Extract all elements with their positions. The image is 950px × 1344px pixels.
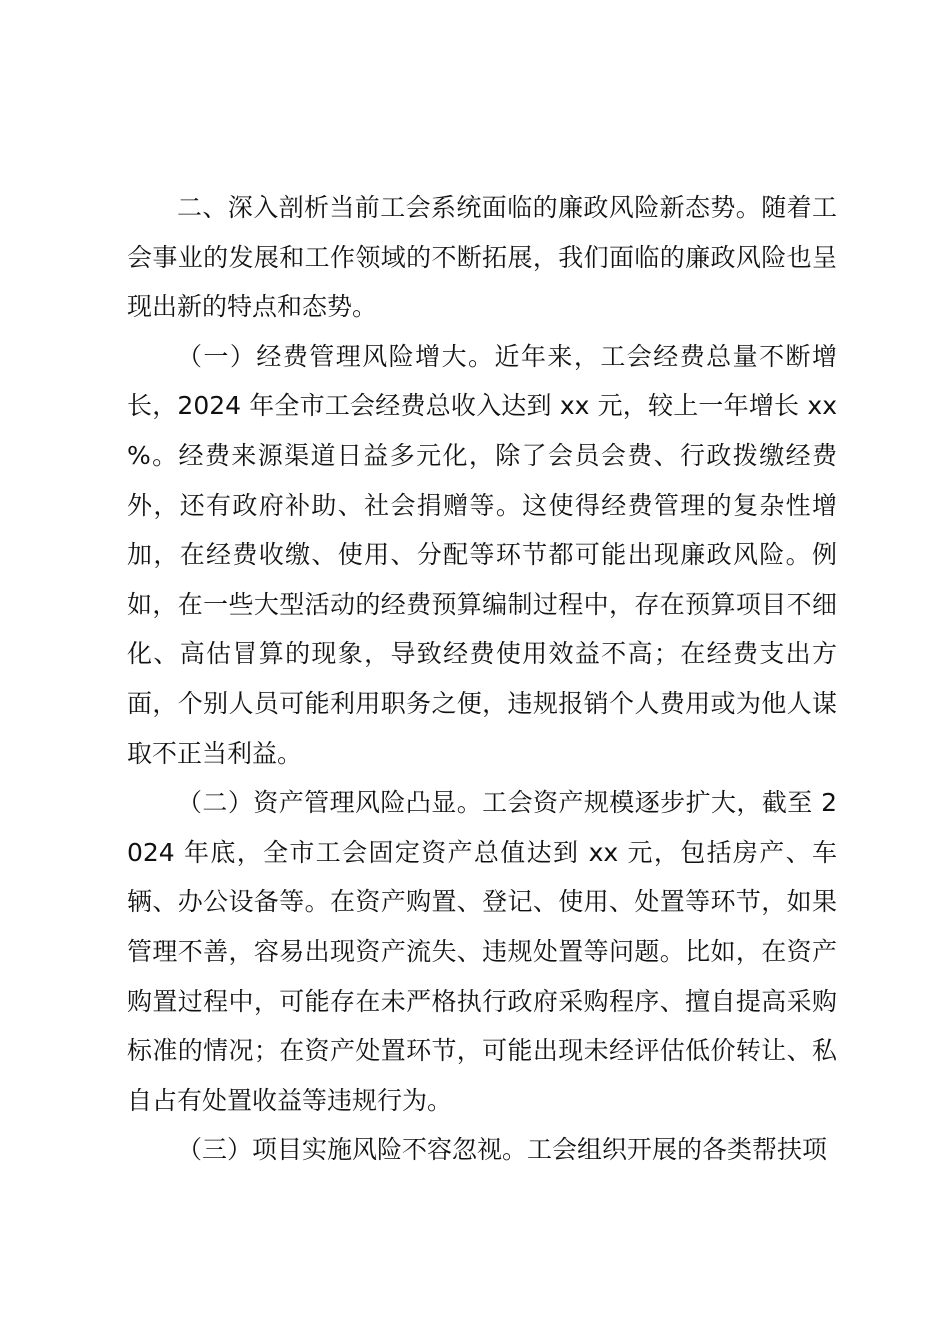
paragraph-assets-risk: （二）资产管理风险凸显。工会资产规模逐步扩大，截至 2024 年底，全市工会固定资产总值达到 xx 元，包括房产、车辆、办公设备等。在资产购置、登记、使用、处置等环节，如果管理不善，容易出现资产流失、违规处置等问题。比如，在资产购置过程中，可能存在未严格执行政府采购程序、擅自提高采购标准的情况；在资产处置环节，可能出现未经评估低价转让、私自占有处置收益等违规行为。 bbox=[127, 788, 837, 1115]
paragraph-section-two: 二、深入剖析当前工会系统面临的廉政风险新态势。随着工会事业的发展和工作领域的不断拓展，我们面临的廉政风险也呈现出新的特点和态势。 bbox=[127, 193, 837, 322]
paragraph-funds-risk: （一）经费管理风险增大。近年来，工会经费总量不断增长，2024 年全市工会经费总收入达到 xx 元，较上一年增长 xx %。经费来源渠道日益多元化，除了会员会费、行政拨缴经费外，还有政府补助、社会捐赠等。这使得经费管理的复杂性增加，在经费收缴、使用、分配等环节都可能出现廉政风险。例如，在一些大型活动的经费预算编制过程中，存在预算项目不细化、高估冒算的现象，导致经费使用效益不高；在经费支出方面，个别人员可能利用职务之便，违规报销个人费用或为他人谋取不正当利益。 bbox=[127, 341, 837, 768]
document-body bbox=[127, 183, 837, 1175]
paragraph-project-risk: （三）项目实施风险不容忽视。工会组织开展的各类帮扶项 bbox=[177, 1135, 828, 1165]
